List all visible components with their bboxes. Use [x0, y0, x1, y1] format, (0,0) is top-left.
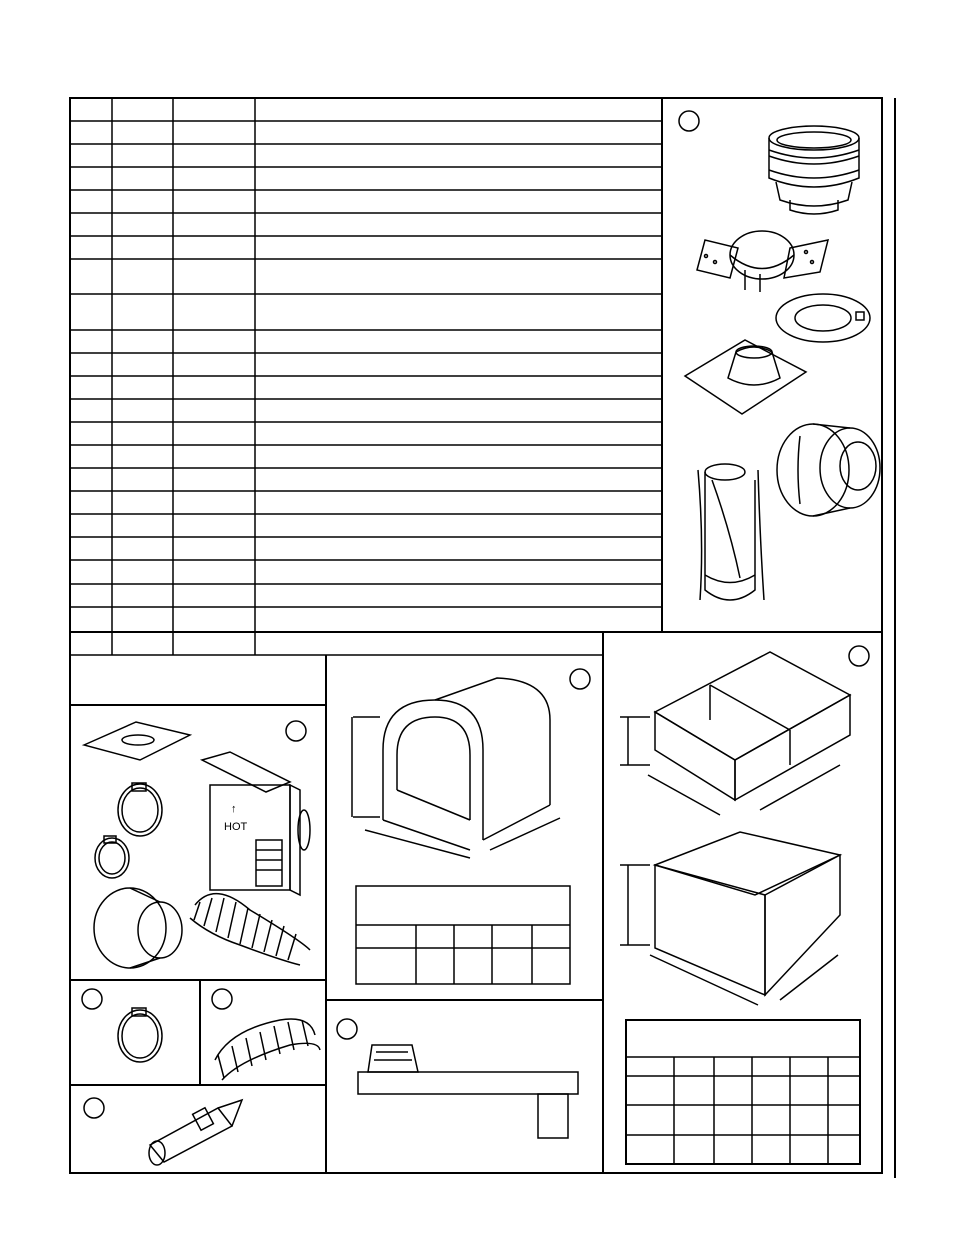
arch-shield-icon	[352, 678, 560, 858]
badge-right-top	[679, 111, 699, 131]
hot-arrow: ↑	[231, 803, 237, 815]
box-frame-icon	[620, 652, 850, 815]
hot-box-icon	[202, 752, 310, 895]
roof-flashing-icon	[685, 340, 806, 414]
badge-boxes	[849, 646, 869, 666]
adapter-icon	[777, 424, 880, 516]
hose-icon	[190, 894, 310, 965]
badge-clamp	[82, 989, 102, 1009]
hot-label: HOT	[224, 821, 248, 833]
parts-table	[70, 98, 882, 655]
clamp-icon	[118, 1008, 162, 1062]
badge-sealant	[84, 1098, 104, 1118]
wall-strap-icon	[697, 231, 828, 292]
termination-cap-icon	[769, 126, 859, 214]
badge-left-mid	[286, 721, 306, 741]
plate-icon	[84, 722, 190, 760]
trim-ring-icon	[776, 294, 870, 342]
boxes-table	[626, 1020, 860, 1164]
flex-liner-icon	[698, 464, 764, 600]
adapter-small-icon	[94, 888, 182, 968]
badge-hose	[212, 989, 232, 1009]
box-frame-large-icon	[620, 832, 840, 1005]
vent-bar-icon	[358, 1045, 578, 1138]
panel-grid	[70, 632, 603, 1173]
arch-table	[356, 886, 570, 984]
sealant-tube-icon	[149, 1100, 242, 1165]
badge-vent-bar	[337, 1019, 357, 1039]
clamp-large-icon	[118, 783, 162, 836]
panel-badges	[82, 111, 869, 1118]
badge-arch	[570, 669, 590, 689]
clamp-small-icon	[95, 836, 129, 878]
hose-panel-icon	[215, 1019, 320, 1080]
